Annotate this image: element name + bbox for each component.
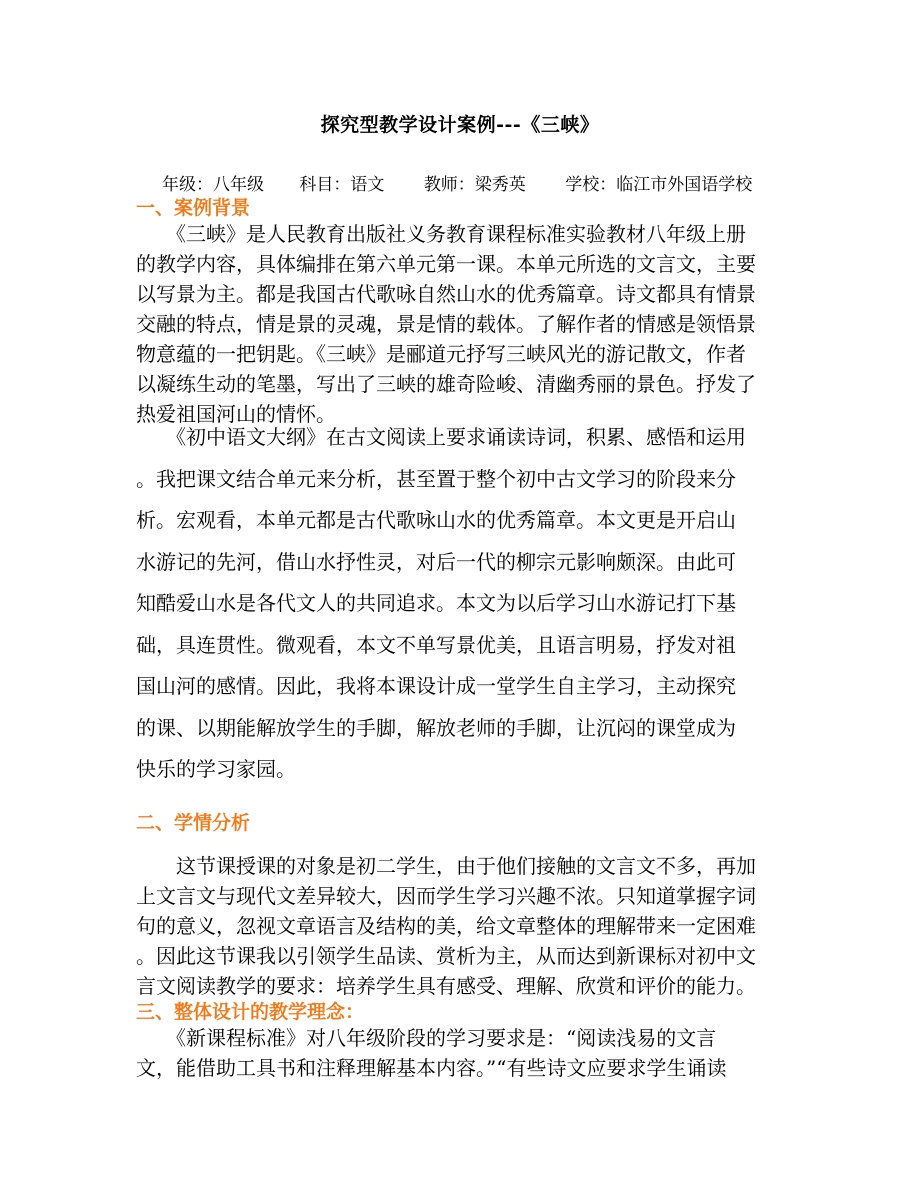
- section-heading-design-philosophy: 三、整体设计的教学理念：: [136, 1001, 365, 1023]
- text-line: 快乐的学习家园。: [136, 757, 296, 781]
- text-line: 。我把课文结合单元来分析，甚至置于整个初中古文学习的阶段来分: [136, 466, 736, 491]
- text-line: 上文言文与现代文差异较大，因而学生学习兴趣不浓。只知道掌握字词: [136, 884, 756, 908]
- text-line: 的课、以期能解放学生的手脚，解放老师的手脚，让沉闷的课堂成为: [136, 715, 736, 740]
- text-line: 交融的特点，情是景的灵魂，景是情的载体。了解作者的情感是领悟景: [136, 312, 756, 336]
- text-line: 《三峡》是人民教育出版社义务教育课程标准实验教材八年级上册: [136, 222, 746, 246]
- text-line: 这节课授课的对象是初二学生，由于他们接触的文言文不多，再加: [136, 854, 756, 878]
- text-line: 文，能借助工具书和注释理解基本内容。”“有些诗文应要求学生诵读: [136, 1056, 727, 1080]
- background-paragraph-1: [136, 219, 786, 429]
- text-line: 以写景为主。都是我国古代歌咏自然山水的优秀篇章。诗文都具有情景: [136, 282, 756, 306]
- text-line: 《初中语文大纲》在古文阅读上要求诵读诗词，积累、感悟和运用: [136, 425, 746, 449]
- text-line: 的教学内容，具体编排在第六单元第一课。本单元所选的文言文，主要: [136, 252, 756, 276]
- text-line: 。因此这节课我以引领学生品读、赏析为主，从而达到新课标对初中文: [136, 944, 756, 968]
- text-line: 言文阅读教学的要求：培养学生具有感受、理解、欣赏和评价的能力。: [136, 974, 756, 998]
- text-line: 热爱祖国河山的情怀。: [136, 402, 336, 426]
- text-line: 《新课程标准》对八年级阶段的学习要求是：“阅读浅易的文言: [136, 1026, 717, 1050]
- section-heading-learner-analysis: 二、学情分析: [136, 812, 251, 834]
- meta-school: 学校：临江市外国语学校: [565, 175, 753, 195]
- text-line: 知酷爱山水是各代文人的共同追求。本文为以后学习山水游记打下基: [136, 591, 736, 615]
- meta-subject: 科目：语文: [299, 175, 385, 195]
- design-philosophy-paragraph: [136, 1023, 786, 1083]
- text-line: 析。宏观看，本单元都是古代歌咏山水的优秀篇章。本文更是开启山: [136, 508, 736, 532]
- background-paragraph-2: [136, 417, 796, 791]
- text-line: 础，具连贯性。微观看，本文不单写景优美，且语言明易，抒发对祖: [136, 632, 736, 657]
- document-meta: [162, 170, 752, 195]
- document-title: 探究型教学设计案例---《三峡》: [320, 114, 600, 136]
- text-line: 物意蕴的一把钥匙。《三峡》是郦道元抒写三峡风光的游记散文，作者: [136, 342, 746, 366]
- learner-analysis-paragraph: [136, 851, 786, 1001]
- text-line: 以凝练生动的笔墨，写出了三峡的雄奇险峻、清幽秀丽的景色。抒发了: [136, 372, 756, 396]
- text-line: 句的意义，忽视文章语言及结构的美，给文章整体的理解带来一定困难: [136, 914, 756, 938]
- meta-grade: 年级：八年级: [162, 175, 264, 195]
- text-line: 水游记的先河，借山水抒性灵，对后一代的柳宗元影响颇深。由此可: [136, 549, 736, 574]
- meta-teacher: 教师：梁秀英: [423, 175, 526, 195]
- text-line: 国山河的感情。因此，我将本课设计成一堂学生自主学习，主动探究: [136, 674, 736, 698]
- section-heading-background: 一、案例背景: [136, 197, 251, 219]
